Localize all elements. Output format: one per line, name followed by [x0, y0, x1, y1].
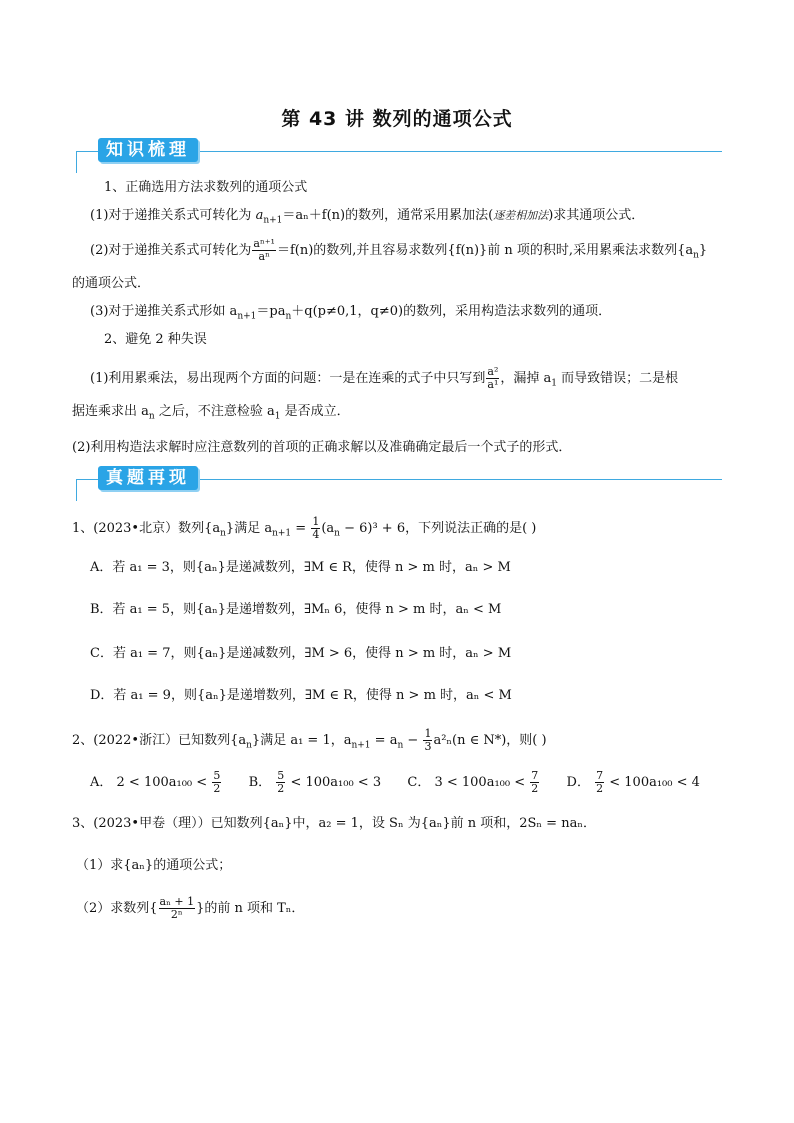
math: 1 [551, 378, 558, 389]
math: n [285, 311, 292, 322]
denominator: 3 [424, 740, 432, 753]
paragraph-additive [90, 206, 644, 231]
numerator: 1 [312, 515, 320, 528]
paragraph-multiplicative-cont: 的通项公式． [72, 276, 151, 291]
text: B． [248, 775, 272, 790]
denominator: 2 [596, 782, 604, 795]
text: )求其通项公式． [548, 208, 645, 223]
math: n [220, 528, 226, 539]
paragraph-mistake-2: (2)利用构造法求解时应注意数列的首项的正确求解以及准确确定最后一个式子的形式． [72, 440, 572, 455]
math: n [693, 250, 699, 261]
numerator: 1 [424, 727, 432, 740]
text: } [698, 243, 708, 258]
problem-3-q2 [76, 896, 304, 921]
section-header-real-exam [72, 466, 722, 502]
text: (a [321, 521, 335, 536]
problem-2-option-a [90, 769, 222, 795]
denominator: 2 [531, 782, 539, 795]
denominator: 4 [312, 528, 320, 541]
numerator: 5 [213, 769, 221, 782]
section-header-knowledge [72, 138, 722, 174]
fraction [423, 728, 432, 753]
page-title: 第 43 讲 数列的通项公式 [281, 108, 513, 130]
text: ＝f(n)的数列,并且容易求数列{f(n)}前 n 项的积时,采用累乘法求数列{a [276, 243, 694, 258]
fraction [311, 516, 320, 541]
text: 是否成立． [280, 404, 350, 419]
text: < 100a₁₀₀ < 3 [290, 775, 382, 790]
text: ＝pa [256, 304, 286, 319]
problem-3-stem: 3、(2023•甲卷（理））已知数列{aₙ}中，a₂ = 1，设 Sₙ 为{aₙ}前 n 项和，2Sₙ = naₙ． [72, 816, 596, 831]
math: 1 [274, 411, 281, 422]
numerator: 7 [596, 769, 604, 782]
text: D． [566, 775, 590, 790]
text: (2)对于递推关系式可转化为 [90, 243, 252, 258]
text: （2）求数列{ [76, 901, 158, 916]
divider [76, 151, 77, 173]
denominator: 2 [277, 782, 285, 795]
numerator: 7 [531, 769, 539, 782]
math: a [255, 208, 264, 223]
math: n+1 [272, 528, 292, 539]
text: < 100a₁₀₀ < 4 [609, 775, 700, 790]
problem-1-option-c: C．若 a₁ = 7，则{aₙ}是递减数列，∃M > 6，使得 n > m 时，aₙ > M [90, 646, 512, 661]
text: ，漏掉 a [500, 371, 552, 386]
problem-2-stem [72, 728, 547, 756]
math: n [246, 740, 252, 751]
problem-1-option-d: D．若 a₁ = 9，则{aₙ}是递增数列，∃M ∈ R，使得 n > m 时，aₙ < M [90, 688, 512, 703]
denominator: 2ⁿ [170, 908, 183, 921]
text: (1)利用累乘法，易出现两个方面的问题：一是在连乘的式子中只写到 [90, 371, 486, 386]
problem-1-option-a: A．若 a₁ = 3，则{aₙ}是递减数列，∃M ∈ R，使得 n > m 时，aₙ > M [90, 560, 511, 575]
problem-1-option-b: B．若 a₁ = 5，则{aₙ}是递增数列，∃Mₙ 6，使得 n > m 时，aₙ < M [90, 602, 502, 617]
fraction [530, 770, 539, 795]
text: (n ∈ N*)，则( ) [452, 733, 547, 748]
text: (1)对于递推关系式可转化为 [90, 208, 256, 223]
problem-2-options [90, 770, 700, 795]
problem-2-option-c [407, 769, 540, 795]
text: 而导致错误；二是根 [557, 371, 679, 386]
problem-2-option-b [248, 769, 382, 795]
math: − [403, 733, 423, 748]
paragraph-construct [90, 302, 611, 327]
text: }的前 n 项和 Tₙ． [196, 901, 305, 916]
fraction [486, 366, 499, 391]
text: C． 3 < 100a₁₀₀ < [407, 775, 526, 790]
text: − 6)³ + 6，下列说法正确的是( ) [339, 521, 537, 536]
math: n [334, 528, 340, 539]
problem-2-option-d [566, 769, 700, 795]
math: n+1 [237, 311, 257, 322]
paragraph-mistake-1-cont [72, 402, 350, 427]
text: 据连乘求出 a [72, 404, 149, 419]
math: = [291, 521, 311, 536]
fraction [212, 770, 221, 795]
denominator: aⁿ [258, 250, 270, 263]
numerator: a² [487, 365, 499, 378]
paragraph-multiplicative [90, 238, 707, 266]
section-badge: 真题再现 [98, 466, 198, 490]
math: a²ₙ [433, 733, 453, 748]
text: 之后，不注意检验 a [154, 404, 275, 419]
text: A． 2 < 100a₁₀₀ < [90, 775, 208, 790]
fraction [595, 770, 604, 795]
numerator: aⁿ⁺¹ [253, 237, 275, 250]
fraction [276, 770, 285, 795]
math: n+1 [263, 215, 283, 226]
text: 1、(2023•北京）数列{a [72, 521, 221, 536]
divider [76, 479, 77, 501]
problem-3-q1: （1）求{aₙ}的通项公式； [76, 858, 232, 873]
math: n [148, 411, 155, 422]
text: 逐差相加法 [493, 209, 549, 222]
fraction [252, 238, 276, 263]
paragraph-mistake-1 [90, 366, 678, 394]
math: n+1 [351, 740, 371, 751]
denominator: a¹ [487, 378, 499, 391]
text: (3)对于递推关系式形如 a [90, 304, 238, 319]
fraction [159, 896, 196, 921]
numerator: aₙ + 1 [159, 895, 195, 908]
text: 的数列，通常采用累加法( [345, 208, 494, 223]
heading-methods: 1、正确选用方法求数列的通项公式 [104, 180, 308, 195]
text: 2、(2022•浙江）已知数列{a [72, 733, 247, 748]
problem-1-stem [72, 516, 536, 544]
text: = a [370, 733, 398, 748]
math: ＝aₙ＋f(n) [282, 208, 346, 223]
text: }满足 a [225, 521, 273, 536]
math: n [397, 740, 404, 751]
numerator: 5 [277, 769, 285, 782]
section-badge: 知识梳理 [98, 138, 198, 162]
text: }满足 a₁ = 1，a [251, 733, 352, 748]
heading-mistakes: 2、避免 2 种失误 [104, 332, 207, 347]
text: ＋q(p≠0,1，q≠0)的数列，采用构造法求数列的通项． [291, 304, 612, 319]
denominator: 2 [213, 782, 221, 795]
